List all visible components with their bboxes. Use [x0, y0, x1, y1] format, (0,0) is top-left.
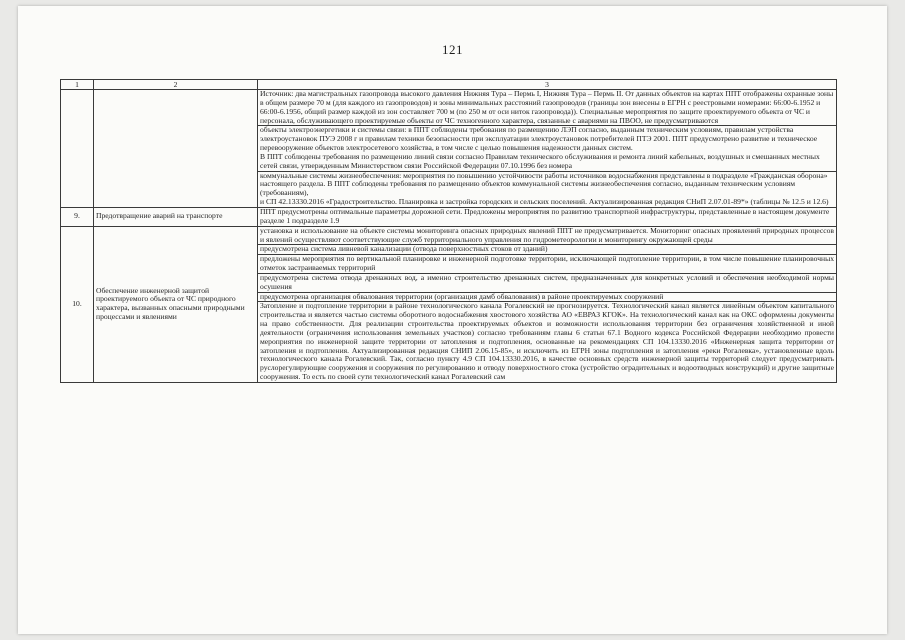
row8-block-3-text-b: и СП 42.13330.2016 «Градостроительство. Планировка и застройка городских и сельских поселений. Актуализированная редакция СНиП 2.07.01-89*» (таблицы № 12.5 и 12.6): [260, 197, 829, 207]
row10-block-5: предусмотрена организация обвалования территории (организация дамб обвалования) в районе проектируемых сооружений: [258, 292, 837, 302]
row10-block-4: предусмотрена система отвода дренажных вод, а именно строительство дренажных систем, предназначенных для конкретных условий и обеспечения необходимой нормы осушения: [258, 273, 837, 292]
table-header-row: [61, 80, 837, 90]
header-col-2: 2: [94, 80, 258, 90]
row8-block-3-text-a: коммунальные системы жизнеобеспечения: мероприятия по повышению устойчивости работы источников водоснабжения представлены в подразделе «Гражданская оборона» настоящего раздела. В ППТ соблюдены требования по размещению объектов коммунальной системы жизнеобеспечения согласно, выданным техническим условиям (требованиям),: [260, 170, 828, 198]
row10-number: 10.: [61, 226, 94, 382]
row8-number-cell: [61, 90, 94, 208]
row9-number: 9.: [61, 207, 94, 226]
row10-block-6: Затопление и подтопление территории в районе технологического канала Рогалевский не прогнозируется. Технологический канал является линейным объектом капитального строительства и является частью системы оборотного водоснабжения хвостового хозяйства АО «ЕВРАЗ КГОК». На технологический канал как на ОКС оформлены документы на право собственности. Для реализации строительства проектируемых объектов и возможности использования территории без ограничения хозяйственной и иной деятельности (ограничения использования земельных участков) согласно требованиям главы 6 статьи 67.1 Водного кодекса Российской Федерации необходимо провести мероприятия по инженерной защите территории от затопления и подтопления, основанные на рекомендациях СП 104.13330.2016 «Инженерная защита территории от затопления и подтопления. Актуализированная редакция СНИП 2.06.15-85», и исключить из ЕГРН зоны подтопления и затопления «реки Рогалевка», установленные вдоль технологического канала Рогалевский. Так, согласно пункту 4.9 СП 104.13330.2016, в качестве основных средств инженерной защиты территорий следует предусматривать руслорегулирующие сооружения и сооружения по регулированию и отводу поверхностного стока (устройство оградительных и водоотводных конструкций) и другие защитные сооружения. То есть по своей сути технологический канал Рогалевский сам: [258, 302, 837, 383]
document-page: [18, 6, 887, 634]
table-row: [61, 90, 837, 126]
header-col-3: 3: [258, 80, 837, 90]
row8-block-2: [258, 126, 837, 171]
table-row: [61, 207, 837, 226]
row8-block-1: [258, 90, 837, 126]
header-col-1: 1: [61, 80, 94, 90]
page-number: 121: [442, 42, 463, 57]
row8-block-1-text: Источник: два магистральных газопровода высокого давления Нижняя Тура – Пермь I, Нижняя Тура – Пермь II. От данных объектов на картах ППТ отображены охранные зоны в общем размере 70 м (для каждого из газопроводов) и зоны минимальных расстояний газопроводов (границы зон внесены в ЕГРН с реестровыми номерами: 66:00-6.1952 и 66:00-6.1956, общий размер каждой из зон составляет 700 м (по 250 м от оси ниток газопровода)). Специальные мероприятия по защите проектируемого объекта от ЧС и персонала, обслуживающего проектируемые объекты от ЧС техногенного характера, связанные с авариями на ПВОО, не предусматриваются: [260, 89, 834, 125]
row8-block-2-text-a: объекты электроэнергетики и системы связи: в ППТ соблюдены требования по размещению ЛЭП согласно, выданным техническим условиям, правилам устройства электроустановок ПУЭ 2008 г и правилам техники безопасности при эксплуатации электроустановок потребителей ПТЭ 2001. ППТ предусмотрено развитие и техническое перевооружение объектов электросетевого хозяйства, в том числе с целью повышения надежности данных систем.: [260, 125, 818, 153]
requirements-table: [60, 79, 837, 383]
row8-title-cell: [94, 90, 258, 208]
row9-title: Предотвращение аварий на транспорте: [94, 207, 258, 226]
row10-block-3: предложены мероприятия по вертикальной планировке и инженерной подготовке территории, исключающей подтопление территории, в том числе повышение планировочных отметок застраиваемых территорий: [258, 255, 837, 274]
row10-block-1: установка и использование на объекте системы мониторинга опасных природных явлений ППТ не предусматривается. Мониторинг опасных проявлений природных процессов и явлений осуществляют соответствующие служб территориального управления по гидрометеорологии и мониторингу окружающей среды: [258, 226, 837, 245]
row8-block-3: [258, 171, 837, 207]
row8-block-2-text-b: В ППТ соблюдены требования по размещению линий связи согласно Правилам технического обслуживания и ремонта линий кабельных, воздушных и смешанных местных сетей связи, утвержденным Министерством связи Российской Федерации 07.10.1996 без номера: [260, 151, 820, 170]
row10-block-2: предусмотрена система ливневой канализации (отвода поверхностных стоков от зданий): [258, 245, 837, 255]
row10-title: Обеспечение инженерной защитой проектируемого объекта от ЧС природного характера, вызванных опасными природными процессами и явлениями: [94, 226, 258, 382]
row9-text: ППТ предусмотрены оптимальные параметры дорожной сети. Предложены мероприятия по развитию транспортной инфраструктуры, представленные в настоящем документе разделе 1 подразделе 1.9: [258, 207, 837, 226]
table-row: [61, 226, 837, 245]
